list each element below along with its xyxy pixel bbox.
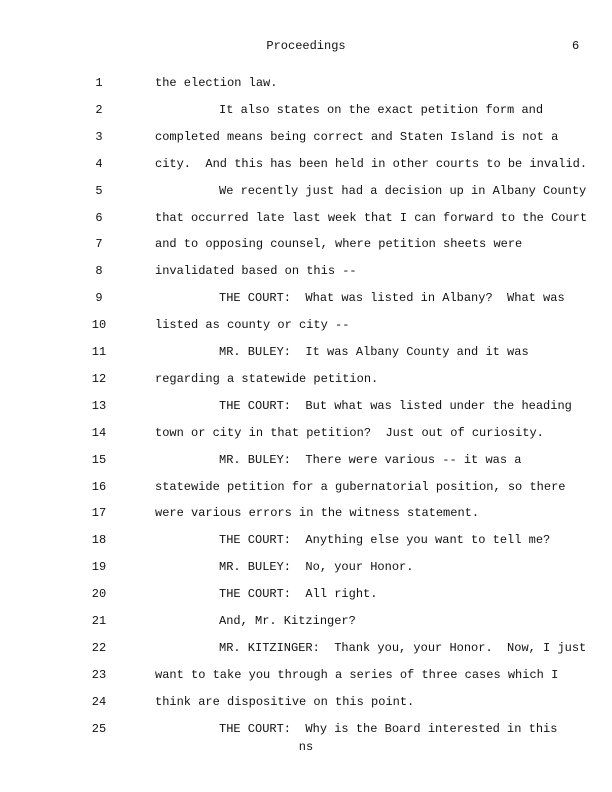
line-number: 25 <box>91 721 107 736</box>
line-number: 3 <box>95 129 103 144</box>
line-text: and to opposing counsel, where petition sheets were <box>155 237 523 252</box>
line-text: statewide petition for a gubernatorial position, so there <box>155 479 566 494</box>
line-text: THE COURT: Anything else you want to tell me? <box>219 533 551 548</box>
transcript-line <box>0 641 612 661</box>
transcript-line <box>0 372 612 392</box>
line-number: 10 <box>91 318 107 333</box>
line-number: 1 <box>95 76 103 90</box>
line-text: We recently just had a decision up in Albany County <box>219 183 587 198</box>
transcript-line <box>0 587 612 607</box>
transcript-line <box>0 480 612 500</box>
line-number: 13 <box>91 398 107 413</box>
line-number: 19 <box>91 560 107 575</box>
transcript-line <box>0 695 612 715</box>
line-number: 9 <box>95 291 103 306</box>
transcript-line <box>0 184 612 204</box>
line-text: invalidated based on this -- <box>155 264 357 279</box>
line-number: 4 <box>95 156 103 171</box>
line-number: 6 <box>95 210 103 225</box>
transcript-line <box>0 560 612 580</box>
line-text: regarding a statewide petition. <box>155 371 379 386</box>
line-number: 22 <box>91 640 107 655</box>
line-number: 5 <box>95 183 103 198</box>
line-text: THE COURT: All right. <box>219 587 378 602</box>
line-text: THE COURT: What was listed in Albany? What was <box>219 291 565 306</box>
line-text: MR. BULEY: There were various -- it was a <box>219 452 522 467</box>
line-number: 11 <box>91 345 107 359</box>
line-text: And, Mr. Kitzinger? <box>219 614 356 628</box>
line-text: think are dispositive on this point. <box>155 694 415 709</box>
line-text: that occurred late last week that I can forward to the Court <box>155 210 588 225</box>
transcript-line <box>0 506 612 526</box>
transcript-line <box>0 318 612 338</box>
line-text: town or city in that petition? Just out of curiosity. <box>155 425 544 440</box>
line-text: MR. BULEY: It was Albany County and it was <box>219 345 529 359</box>
line-text: city. And this has been held in other courts to be invalid. <box>155 156 588 171</box>
transcript-line <box>0 614 612 634</box>
line-number: 8 <box>95 264 103 279</box>
line-text: MR. BULEY: No, your Honor. <box>219 560 414 575</box>
transcript-line <box>0 76 612 96</box>
line-text: THE COURT: But what was listed under the heading <box>219 398 572 413</box>
transcript-line <box>0 291 612 311</box>
transcript-line <box>0 533 612 553</box>
line-number: 24 <box>91 694 107 709</box>
line-text: completed means being correct and Staten Island is not a <box>155 129 559 144</box>
line-number: 18 <box>91 533 107 548</box>
line-number: 14 <box>91 425 107 440</box>
line-text: THE COURT: Why is the Board interested in this <box>219 721 558 736</box>
page-number: 6 <box>572 39 580 53</box>
line-number: 12 <box>91 371 107 386</box>
transcript-line <box>0 103 612 123</box>
transcript-line <box>0 264 612 284</box>
line-text: listed as county or city -- <box>155 318 350 333</box>
transcript-line <box>0 426 612 446</box>
transcript-line <box>0 399 612 419</box>
transcript-line <box>0 237 612 257</box>
transcript-line <box>0 130 612 150</box>
line-text: want to take you through a series of three cases which I <box>155 667 559 682</box>
line-number: 16 <box>91 479 107 494</box>
line-number: 20 <box>91 587 107 602</box>
reporter-initials: ns <box>298 740 314 754</box>
transcript-line <box>0 157 612 177</box>
line-text: the election law. <box>155 76 278 90</box>
transcript-line <box>0 722 612 742</box>
line-number: 15 <box>91 452 107 467</box>
line-number: 2 <box>95 102 103 117</box>
transcript-line <box>0 668 612 688</box>
page-header-title: Proceedings <box>266 39 346 53</box>
transcript-line <box>0 453 612 473</box>
line-number: 23 <box>91 667 107 682</box>
line-text: were various errors in the witness statement. <box>155 506 480 521</box>
line-number: 21 <box>91 614 107 628</box>
transcript-line <box>0 345 612 365</box>
line-number: 17 <box>91 506 107 521</box>
line-number: 7 <box>95 237 103 252</box>
line-text: MR. KITZINGER: Thank you, your Honor. Now, I just <box>219 640 587 655</box>
line-text: It also states on the exact petition form and <box>219 102 544 117</box>
transcript-line <box>0 211 612 231</box>
